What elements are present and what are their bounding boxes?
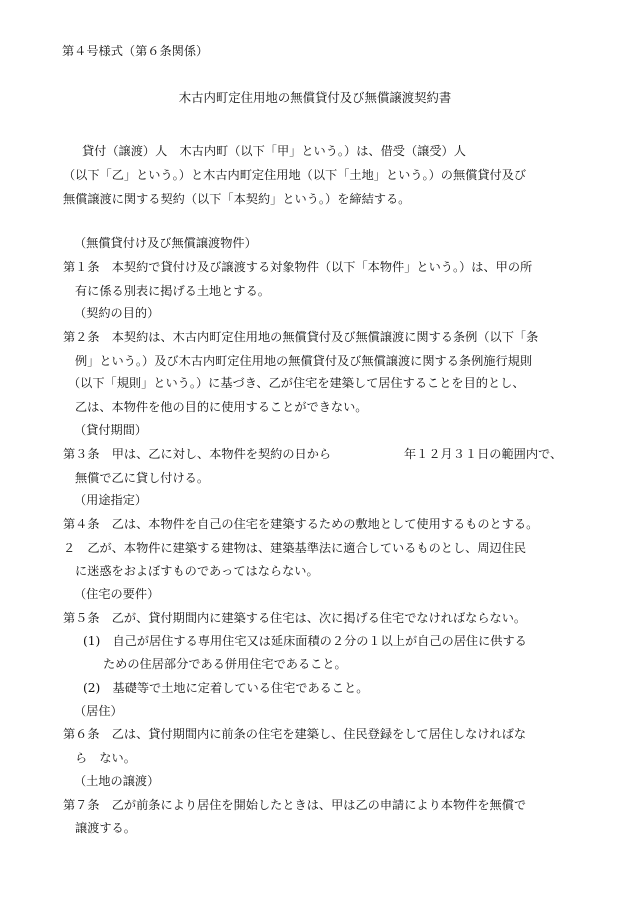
article-text: 第２条 本契約は、木古内町定住用地の無償貸付及び無償譲渡に関する条例（以下「条 [63,330,539,344]
article-text: 第５条 乙が、貸付期間内に建築する住宅は、次に掲げる住宅でなければならない。 [63,611,527,625]
article-text: 譲渡する。 [75,821,136,835]
list-item-continuation: ための住居部分である併用住宅であること。 [103,657,347,671]
document-title: 木古内町定住用地の無償貸付及び無償譲渡契約書 [178,90,452,105]
article-heading: （土地の譲渡） [74,774,160,788]
list-item: (1) 自己が居住する専用住宅又は延床面積の２分の１以上が自己の居住に供する [83,634,527,648]
article-text: （以下「規則」という。）に基づき、乙が住宅を建築して居住することを目的とし、 [68,376,525,390]
article-text: 有に係る別表に掲げる土地とする。 [75,284,270,298]
article-text: 第３条 甲は、乙に対し、本物件を契約の日から [63,447,332,461]
article-text: 年１２月３１日の範囲内で、 [404,447,563,461]
article-text: 第６条 乙は、貸付期間内に前条の住宅を建築し、住民登録をして居住しなければな [63,727,527,741]
article-heading: （契約の目的） [74,306,160,320]
list-item: (2) 基礎等で土地に定着している住宅であること。 [83,681,369,695]
preamble-line: 無償譲渡に関する契約（以下「本契約」という。）を締結する。 [63,192,411,206]
article-text: ら ない。 [75,751,136,765]
article-text: 無償で乙に貸し付ける。 [75,471,210,485]
article-heading: （無償貸付け及び無償譲渡物件） [74,236,257,250]
article-heading: （貸付期間） [74,423,148,437]
preamble-line: 貸付（譲渡）人 木古内町（以下「甲」という。）は、借受（譲受）人 [82,144,466,158]
article-heading: （用途指定） [74,493,148,507]
article-text: 例」という。）及び木古内町定住用地の無償貸付及び無償譲渡に関する条例施行規則 [75,354,533,368]
article-heading: （住宅の要件） [74,587,160,601]
article-text: に迷惑をおよぼすものであってはならない。 [75,564,319,578]
form-label: 第４号様式（第６条関係） [62,44,209,58]
preamble-line: （以下「乙」という。）と木古内町定住用地（以下「土地」という。）の無償貸付及び [63,168,527,182]
article-text: 第４条 乙は、本物件を自己の住宅を建築するための敷地として使用するものとする。 [63,517,539,531]
article-text: 乙は、本物件を他の目的に使用することができない。 [75,400,368,414]
article-text: 第７条 乙が前条により居住を開始したときは、甲は乙の申請により本物件を無償で [63,798,527,812]
article-text: 第１条 本契約で貸付け及び譲渡する対象物件（以下「本物件」という。）は、甲の所 [63,260,533,274]
article-heading: （居住） [74,704,123,718]
article-paragraph: ２ 乙が、本物件に建築する建物は、建築基準法に適合しているものとし、周辺住民 [63,541,527,555]
